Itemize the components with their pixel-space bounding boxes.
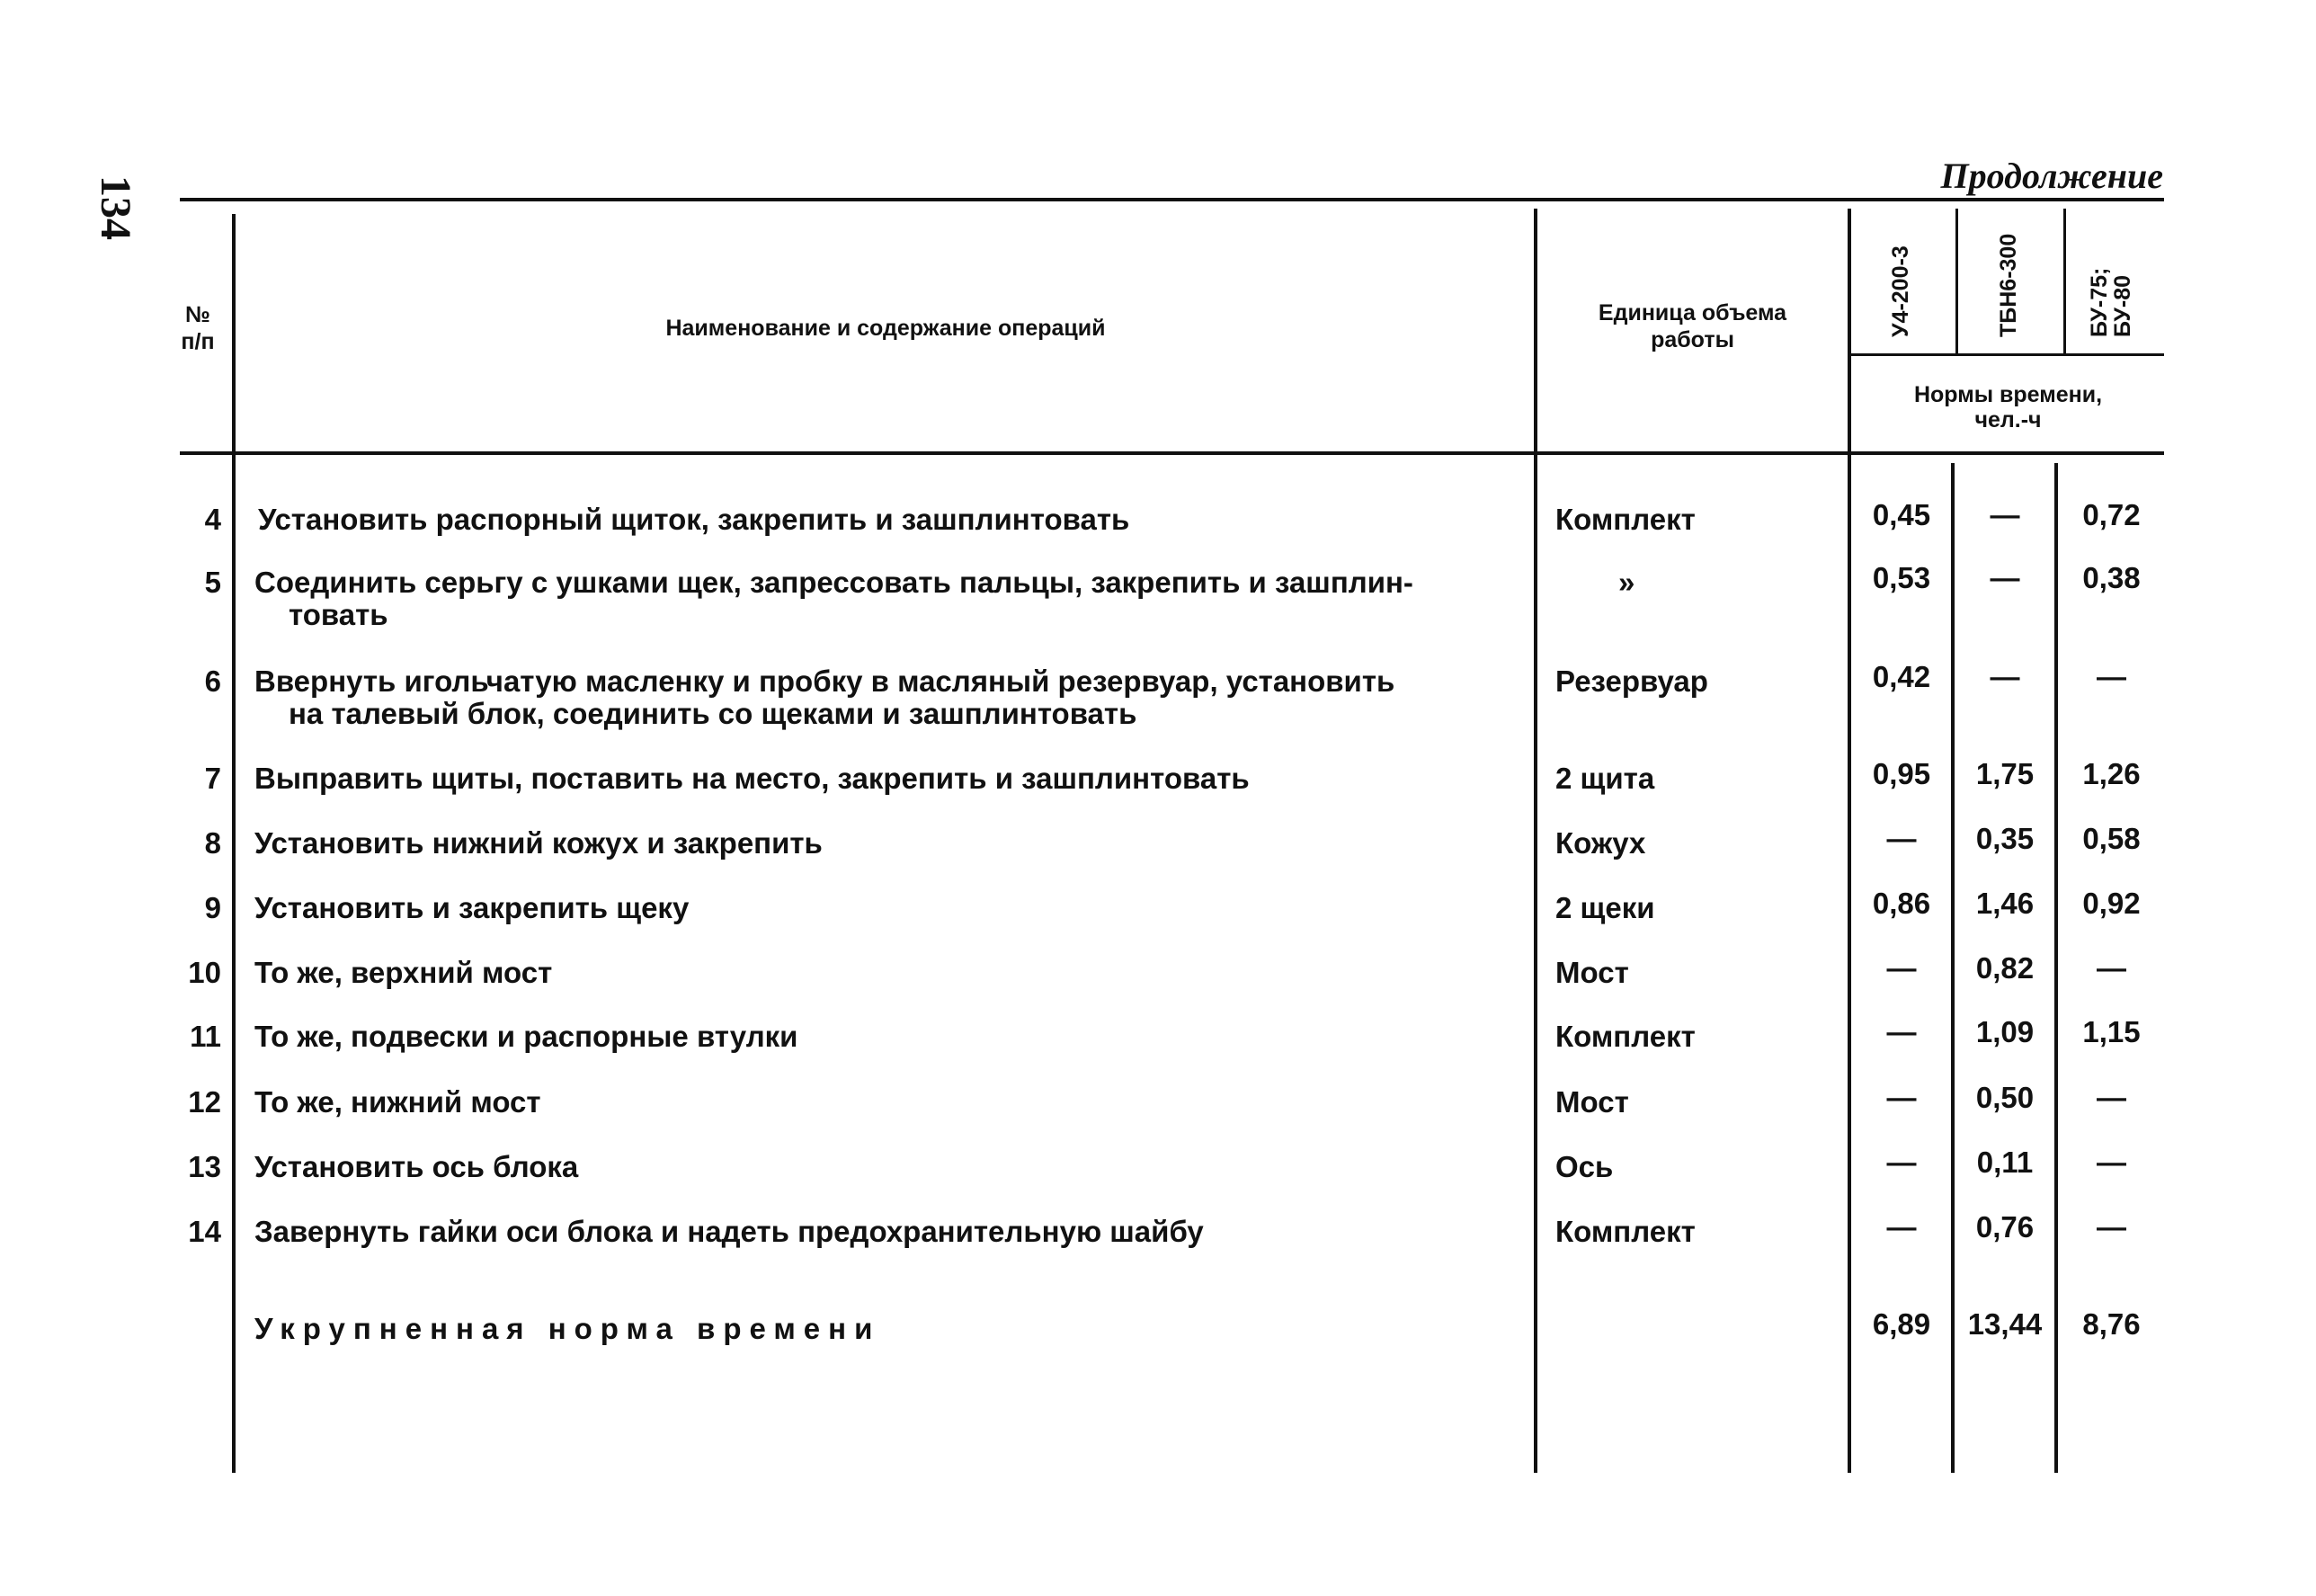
row-number: 6 [204,664,221,698]
norm-value-2: 0,35 [1975,822,2035,855]
norm-value-1: 0,42 [1872,660,1931,693]
header-bottom-rule [180,451,2164,455]
norm-value-1: — [1886,1081,1917,1114]
operation-text [254,1086,1513,1119]
header-num: № п/п [181,302,215,354]
norm-value-1: — [1886,1146,1917,1179]
unit-text: Комплект [1555,1020,1696,1053]
operation-text [258,504,1512,536]
total-value-1: 6,89 [1872,1307,1931,1341]
col-divider-norm3-header [2063,209,2066,353]
row-number: 13 [188,1150,221,1183]
norm-value-1: 0,45 [1872,498,1931,531]
operation-line-continued: на талевый блок, соединить со щеками и зашплинтовать [289,697,1137,730]
norm-value-2: — [1990,561,2020,594]
col-divider-norm1 [1848,209,1851,1473]
norm-value-2: 0,50 [1975,1081,2035,1114]
norm-value-3: 1,26 [2082,757,2141,790]
operation-line: То же, нижний мост [254,1085,541,1119]
header-machine-1: У4-200-3 [1888,245,1913,337]
unit-text: » [1618,566,1635,599]
operation-text [254,665,1513,730]
norm-value-1: 0,53 [1872,561,1931,594]
col-divider-norm2 [1951,463,1955,1473]
unit-text: Кожух [1555,826,1646,860]
norm-value-1: 0,95 [1872,757,1931,790]
norm-value-2: 1,46 [1975,887,2035,920]
operation-line: То же, верхний мост [254,956,553,989]
total-value-2: 13,44 [1967,1307,2043,1341]
col-divider-norm3 [2054,463,2058,1473]
continuation-label: Продолжение [1940,156,2163,196]
row-number: 5 [204,566,221,599]
operation-text [254,1216,1513,1248]
operation-text [254,892,1513,924]
norm-value-1: — [1886,951,1917,985]
row-number: 10 [188,956,221,989]
operation-text [254,566,1513,631]
col-divider-num [232,214,236,1473]
table-top-rule [180,198,2164,201]
operation-line-continued: товать [289,598,388,631]
norm-value-1: 0,86 [1872,887,1931,920]
operation-line: Установить и закрепить щеку [254,891,690,924]
row-number: 12 [188,1085,221,1119]
norm-value-3: 0,72 [2082,498,2141,531]
header-machine-3: БУ-75; БУ-80 [2087,267,2135,337]
norm-value-3: — [2097,951,2126,985]
row-number: 9 [204,891,221,924]
operation-line: Выправить щиты, поставить на место, закрепить и зашплинтовать [254,762,1250,795]
row-number: 4 [204,503,221,536]
norm-value-3: — [2097,660,2126,693]
operation-text [254,957,1513,989]
operation-line: Установить распорный щиток, закрепить и зашплинтовать [258,503,1130,536]
operation-line: Установить ось блока [254,1150,579,1183]
operation-text [254,827,1513,860]
norm-value-2: 0,82 [1975,951,2035,985]
total-label: Укрупненная норма времени [254,1312,881,1345]
unit-text: Комплект [1555,503,1696,536]
norm-value-3: 0,92 [2082,887,2141,920]
operation-text [254,762,1513,795]
operation-line: Ввернуть игольчатую масленку и пробку в масляный резервуар, установить [254,664,1395,698]
norm-value-2: 1,75 [1975,757,2035,790]
norm-value-2: 1,09 [1975,1015,2035,1048]
unit-text: Мост [1555,956,1629,989]
unit-text: Ось [1555,1150,1614,1183]
operation-line: Установить нижний кожух и закрепить [254,826,823,860]
header-operation: Наименование и содержание операций [665,316,1106,341]
norm-value-3: 0,58 [2082,822,2141,855]
norm-value-2: — [1990,498,2020,531]
norm-value-2: 0,11 [1976,1146,2034,1179]
machines-divider [1850,353,2164,356]
norm-value-2: 0,76 [1975,1210,2035,1244]
total-value-3: 8,76 [2082,1307,2141,1341]
operation-line: То же, подвески и распорные втулки [254,1020,798,1053]
operation-line: Завернуть гайки оси блока и надеть предохранительную шайбу [254,1215,1204,1248]
operation-text [254,1021,1513,1053]
norm-value-3: 0,38 [2082,561,2141,594]
row-number: 14 [188,1215,221,1248]
norm-value-3: — [2097,1081,2126,1114]
header-unit: Единица объема работы [1598,300,1787,352]
norm-value-2: — [1990,660,2020,693]
row-number: 8 [204,826,221,860]
col-divider-norm2-header [1955,209,1958,353]
norm-value-3: 1,15 [2082,1015,2141,1048]
unit-text: Резервуар [1555,664,1708,698]
unit-text: Комплект [1555,1215,1696,1248]
norm-value-3: — [2097,1146,2126,1179]
norm-value-1: — [1886,1210,1917,1244]
norm-value-3: — [2097,1210,2126,1244]
header-machine-2: ТБН6-300 [1996,233,2021,337]
row-number: 11 [190,1020,221,1053]
header-norms: Нормы времени, чел.-ч [1913,382,2103,432]
unit-text: 2 щита [1555,762,1655,795]
operation-text [254,1151,1513,1183]
unit-text: Мост [1555,1085,1629,1119]
norm-value-1: — [1886,1015,1917,1048]
norm-value-1: — [1886,822,1917,855]
unit-text: 2 щеки [1555,891,1655,924]
operation-line: Соединить серьгу с ушками щек, запрессовать пальцы, закрепить и зашплин- [254,566,1413,599]
row-number: 7 [204,762,221,795]
col-divider-unit [1534,209,1537,1473]
page-number: 134 [92,175,139,240]
